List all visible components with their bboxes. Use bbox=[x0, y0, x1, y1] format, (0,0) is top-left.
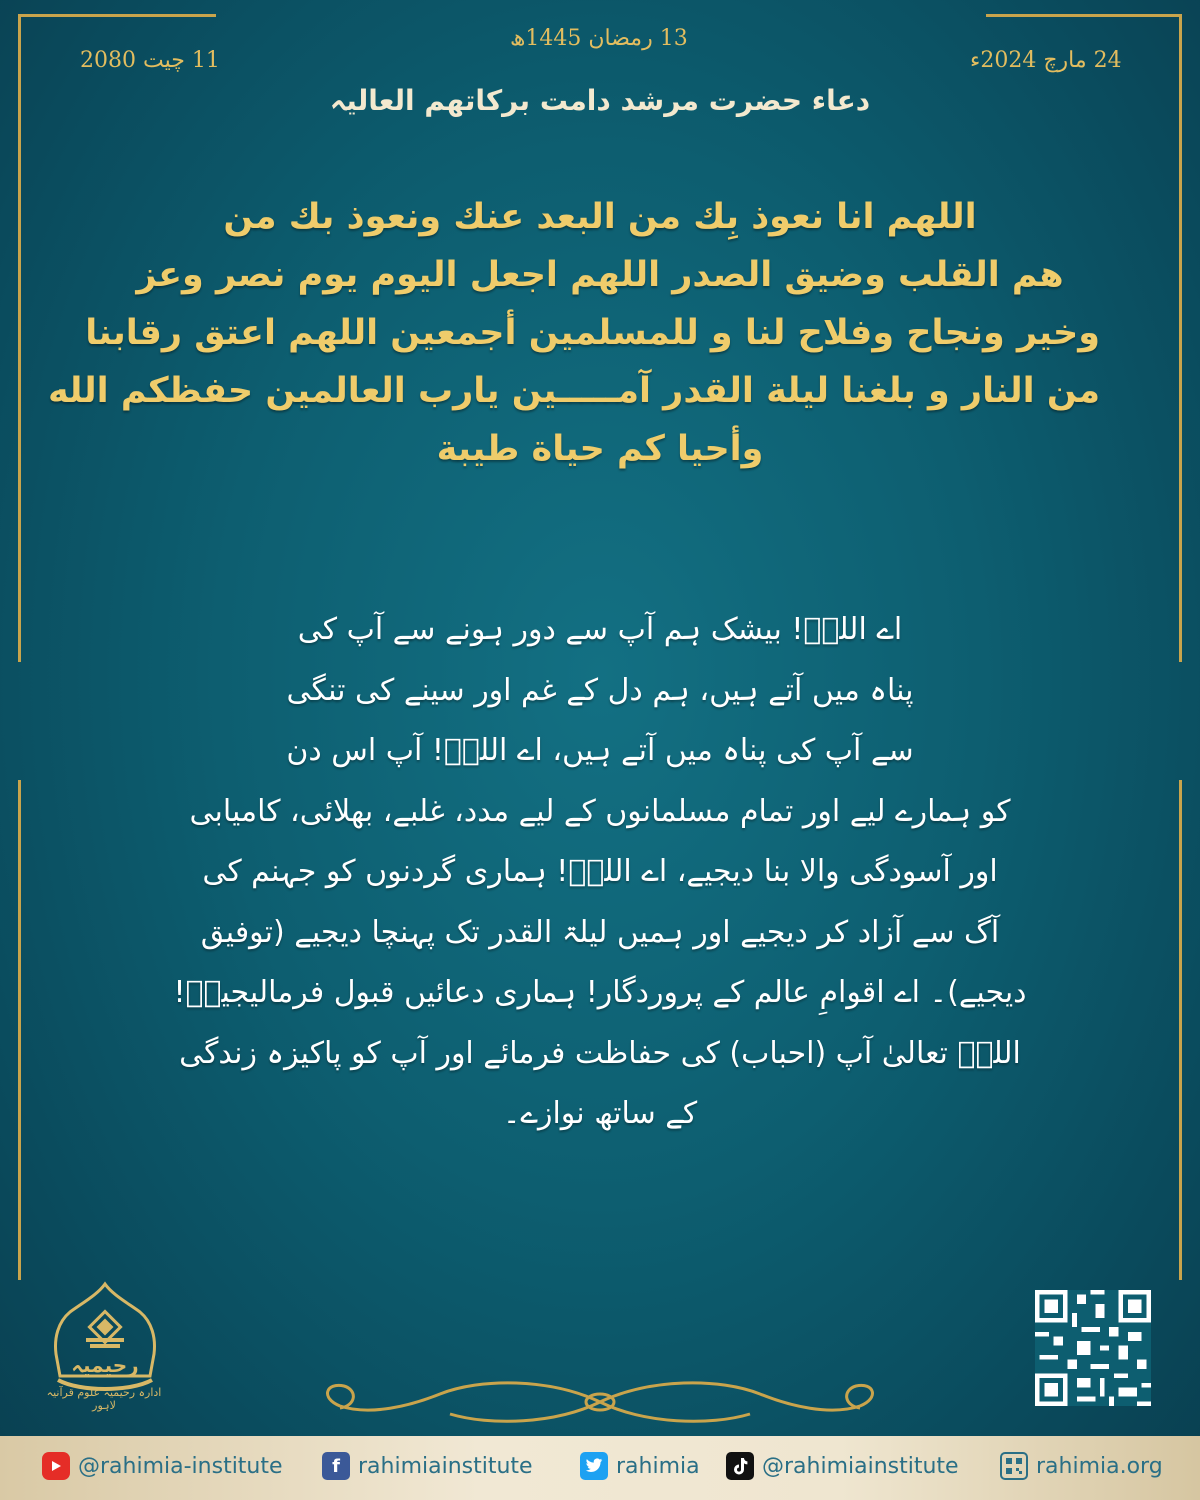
logo-caption: ادارہ رحیمیہ علوم قرآنیہ لاہور bbox=[46, 1386, 162, 1412]
twitter-link[interactable] bbox=[580, 1452, 700, 1480]
urdu-line: دیجیے)۔ اے اقوامِ عالم کے پروردگار! ہماری دعائیں قبول فرمالیجیےؐ! bbox=[173, 975, 1027, 1010]
tiktok-icon bbox=[726, 1452, 754, 1480]
urdu-line: اللہؐ تعالیٰ آپ (احباب) کی حفاظت فرمائے اور آپ کو پاکیزہ زندگی bbox=[179, 1035, 1021, 1071]
svg-text:رحیمیہ: رحیمیہ bbox=[71, 1353, 139, 1377]
urdu-line: پناہ میں آتے ہیں، ہم دل کے غم اور سینے کی تنگی bbox=[286, 672, 914, 708]
website-icon bbox=[1000, 1452, 1028, 1480]
urdu-line: اے اللہؐ! بیشک ہم آپ سے دور ہونے سے آپ کی bbox=[297, 612, 903, 647]
page-title: دعاء حضرت مرشد دامت برکاتھم العالیہ bbox=[329, 84, 871, 117]
tiktok-link[interactable] bbox=[726, 1452, 959, 1480]
arabic-dua bbox=[48, 188, 1100, 478]
urdu-line: کو ہمارے لیے اور تمام مسلمانوں کے لیے مدد، غلبے، بھلائی، کامیابی bbox=[189, 793, 1011, 829]
arabic-line: اللهم انا نعوذ بِك من البعد عنك ونعوذ بك من bbox=[223, 197, 977, 237]
qr-code[interactable] bbox=[1032, 1290, 1154, 1406]
urdu-line: آگ سے آزاد کر دیجیے اور ہمیں لیلۃ القدر تک پہنچا دیجیے (توفیق bbox=[200, 914, 1000, 950]
bikrami-date: 11 چیت 2080 bbox=[80, 48, 220, 73]
twitter-icon bbox=[580, 1452, 608, 1480]
frame-left-bottom bbox=[18, 780, 21, 1280]
youtube-handle: @rahimia-institute bbox=[78, 1453, 283, 1479]
twitter-handle: rahimia bbox=[616, 1453, 700, 1479]
urdu-line: سے آپ کی پناہ میں آتے ہیں، اے اللہؐ! آپ اس دن bbox=[286, 733, 914, 768]
website-link[interactable] bbox=[1000, 1452, 1163, 1480]
arabic-line: وخير ونجاح وفلاح لنا و للمسلمين أجمعين اللهم اعتق رقابنا bbox=[85, 313, 1100, 353]
tiktok-handle: @rahimiainstitute bbox=[762, 1453, 959, 1479]
ornament bbox=[300, 1372, 900, 1432]
urdu-line: کے ساتھ نوازے۔ bbox=[502, 1096, 698, 1131]
youtube-icon bbox=[42, 1452, 70, 1480]
frame-right-bottom bbox=[1179, 780, 1182, 1280]
arabic-line: من النار و بلغنا ليلة القدر آمـــــين يارب العالمين حفظكم الله bbox=[48, 371, 1100, 411]
urdu-translation bbox=[160, 600, 1040, 1145]
facebook-link[interactable] bbox=[322, 1452, 533, 1480]
arabic-line: هم القلب وضيق الصدر اللهم اجعل اليوم يوم نصر وعز bbox=[136, 255, 1064, 295]
facebook-handle: rahimiainstitute bbox=[358, 1453, 533, 1479]
youtube-link[interactable] bbox=[42, 1452, 283, 1480]
website-url: rahimia.org bbox=[1036, 1453, 1163, 1479]
facebook-icon: f bbox=[322, 1452, 350, 1480]
hijri-date: 13 رمضان 1445ھ bbox=[510, 26, 688, 51]
frame-top-right bbox=[986, 14, 1182, 17]
urdu-line: اور آسودگی والا بنا دیجیے، اے اللہؐ! ہماری گردنوں کو جہنم کی bbox=[202, 854, 998, 889]
gregorian-date: 24 مارچ 2024ء bbox=[970, 48, 1122, 73]
frame-top-left bbox=[18, 14, 216, 17]
arabic-line: وأحيا كم حياة طيبة bbox=[436, 429, 764, 469]
